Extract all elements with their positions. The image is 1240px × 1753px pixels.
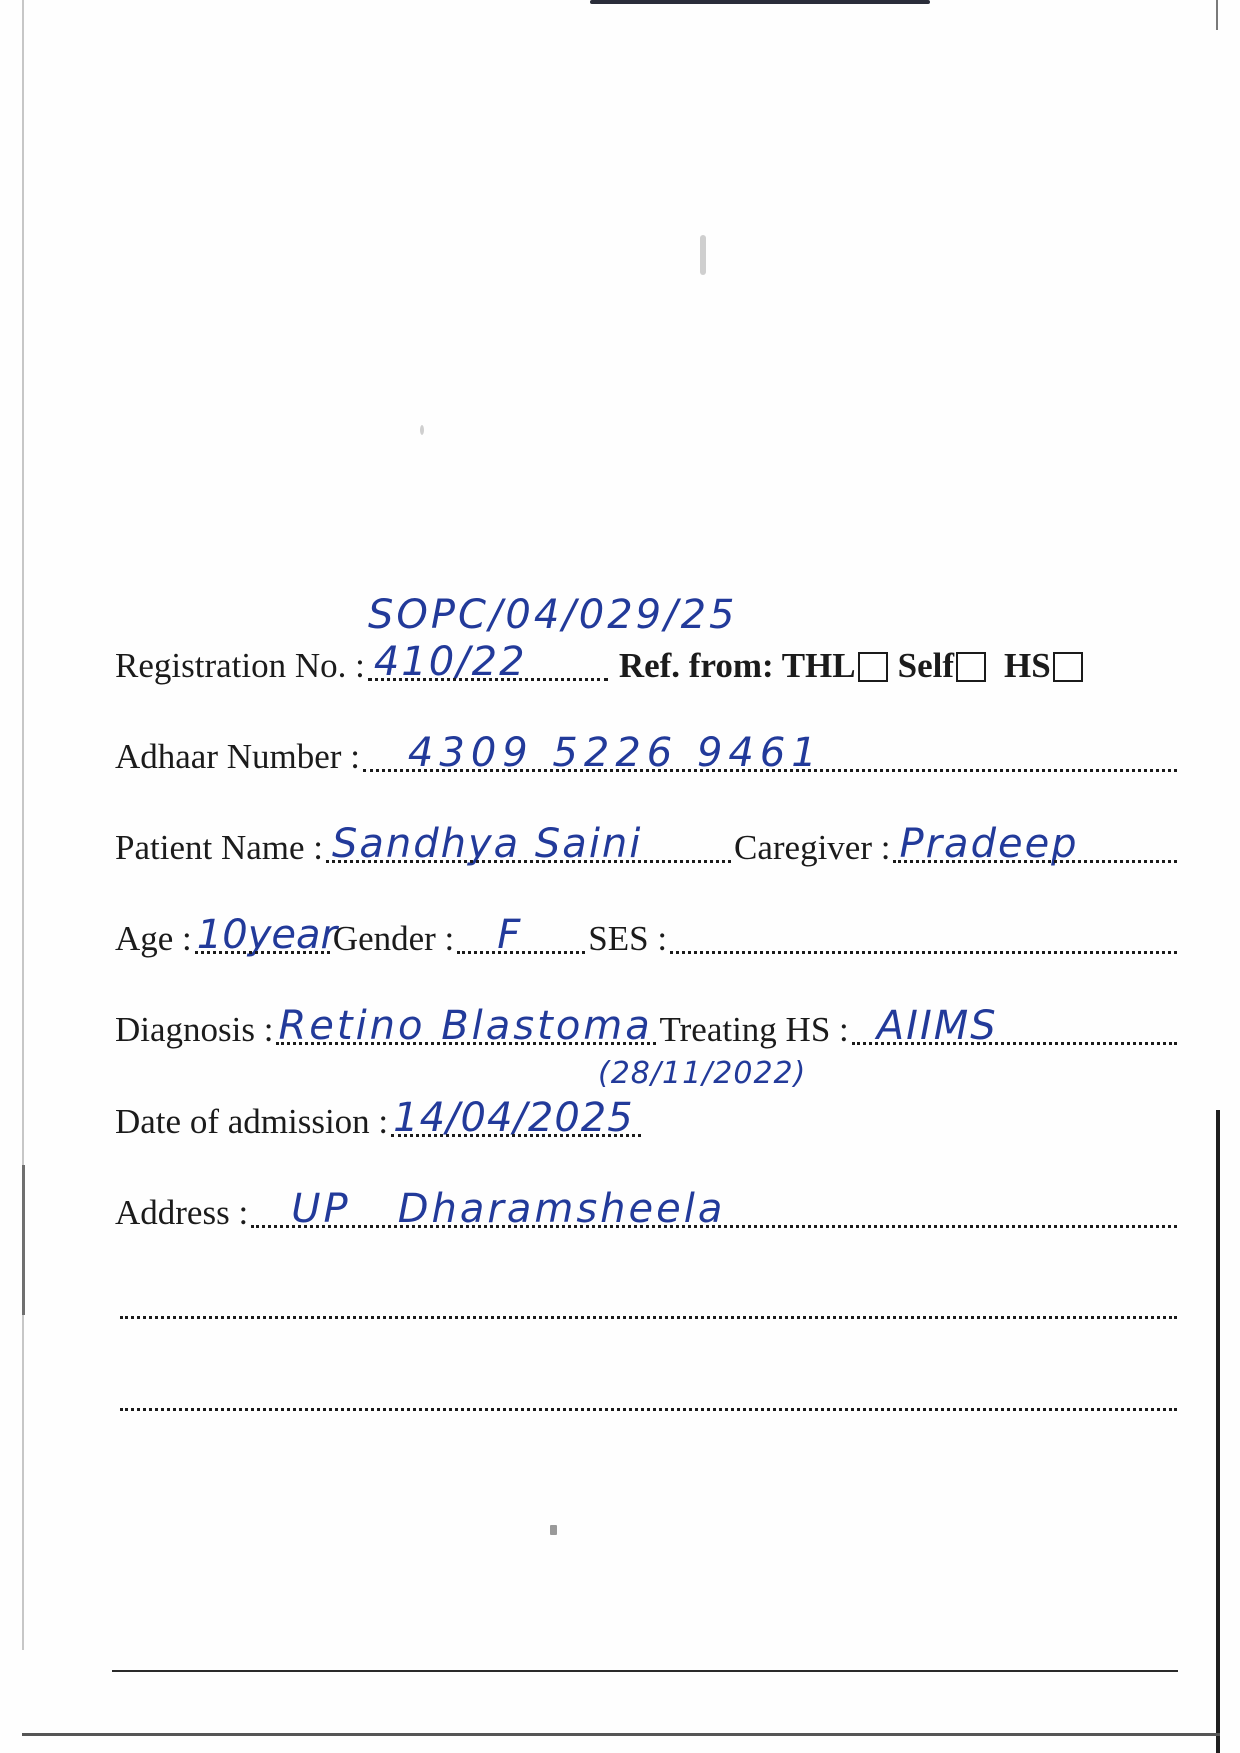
- address-value: UP Dharamsheela: [291, 1186, 726, 1232]
- patient-row: [115, 821, 1180, 870]
- treating-hs-value: AIIMS: [876, 1003, 998, 1049]
- gender-value: F: [497, 912, 523, 958]
- admission-row: [115, 1095, 1180, 1144]
- diagnosis-row: [115, 1003, 1180, 1052]
- registration-field[interactable]: [368, 639, 608, 688]
- age-label: Age :: [115, 919, 192, 958]
- scan-edge-right: [1216, 1110, 1220, 1753]
- scan-speck: [550, 1525, 557, 1535]
- scan-edge-left-mark: [22, 1165, 25, 1315]
- adhaar-value: 4309 5226 9461: [407, 730, 823, 776]
- patient-name-field[interactable]: [326, 821, 731, 870]
- age-value: 10year: [196, 912, 337, 958]
- ses-field[interactable]: [670, 917, 1177, 961]
- ref-thl-checkbox[interactable]: [858, 652, 888, 682]
- ses-label: SES :: [588, 919, 668, 958]
- scan-edge-left: [22, 0, 24, 1650]
- admission-field[interactable]: [391, 1095, 641, 1144]
- diagnosis-date-note: (28/11/2022): [598, 1056, 807, 1091]
- age-field[interactable]: [195, 912, 337, 961]
- gender-label: Gender :: [332, 919, 455, 958]
- diagnosis-field[interactable]: [276, 1003, 656, 1052]
- registration-value: 410/22: [373, 639, 527, 685]
- treating-hs-label: Treating HS :: [659, 1010, 849, 1049]
- patient-name-label: Patient Name :: [115, 828, 324, 867]
- admission-label: Date of admission :: [115, 1102, 389, 1141]
- gender-field[interactable]: [457, 912, 585, 961]
- age-row: [115, 912, 1180, 961]
- address-line-2[interactable]: [120, 1316, 1177, 1319]
- diagnosis-label: Diagnosis :: [115, 1010, 274, 1049]
- adhaar-label: Adhaar Number :: [115, 737, 360, 776]
- address-row: [115, 1186, 1180, 1235]
- patient-name-value: Sandhya Saini: [332, 821, 643, 867]
- admission-value: 14/04/2025: [393, 1095, 634, 1141]
- caregiver-field[interactable]: [893, 821, 1177, 870]
- ref-self-checkbox[interactable]: [956, 652, 986, 682]
- ref-from-label: Ref. from:: [618, 646, 774, 685]
- scan-speck: [700, 235, 706, 275]
- address-line-3[interactable]: [120, 1408, 1177, 1411]
- ref-hs-checkbox[interactable]: [1053, 652, 1083, 682]
- ref-option-hs-label: HS: [1004, 646, 1051, 685]
- ref-option-self-label: Self: [897, 646, 954, 685]
- treating-hs-field[interactable]: [852, 1003, 1177, 1052]
- diagnosis-value: Retino Blastoma: [278, 1003, 653, 1049]
- address-label: Address :: [115, 1193, 249, 1232]
- address-field[interactable]: [251, 1186, 1177, 1235]
- adhaar-row: [115, 730, 1180, 779]
- registration-label: Registration No. :: [115, 646, 365, 685]
- adhaar-field[interactable]: [363, 730, 1177, 779]
- caregiver-value: Pradeep: [899, 821, 1079, 867]
- scan-edge-bottom: [22, 1733, 1220, 1736]
- footer-rule: [112, 1670, 1178, 1672]
- registration-annotation: SOPC/04/029/25: [368, 592, 738, 638]
- registration-row: [115, 639, 1180, 688]
- ref-option-thl-label: THL: [781, 646, 856, 685]
- caregiver-label: Caregiver :: [734, 828, 891, 867]
- scan-edge-right-top: [1216, 0, 1218, 30]
- scan-edge-top: [590, 0, 930, 4]
- scan-speck: [420, 425, 424, 435]
